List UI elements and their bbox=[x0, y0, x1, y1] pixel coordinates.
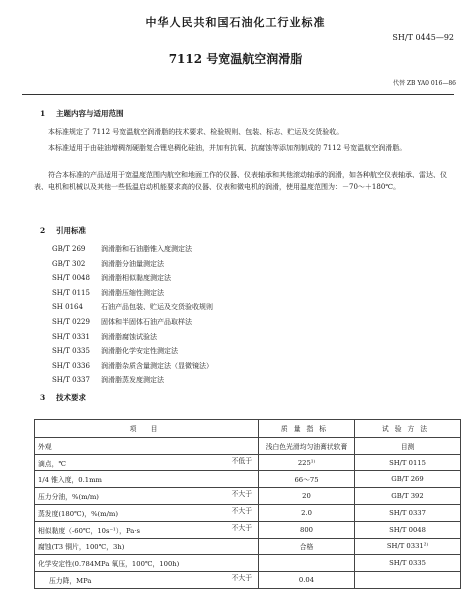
table-row bbox=[35, 454, 461, 471]
item-cell bbox=[35, 504, 259, 521]
table-row bbox=[35, 521, 461, 538]
item-label: 压力分油，%(m/m) bbox=[38, 493, 99, 502]
reference-name: 润滑脂分油量测定法 bbox=[101, 259, 164, 268]
section-1-paragraph-2: 本标准适用于由硅油增稠剂硬脂复合锂皂稠化硅油，并加有抗氧、抗腐蚀等添加剂制成的 7112 号宽温航空润滑脂。 bbox=[48, 144, 407, 152]
item-label: 化学安定性(0.784MPa 氧压，100℃，100h) bbox=[38, 560, 180, 569]
value-cell: 浅白色光滑均匀油膏状软膏 bbox=[259, 437, 355, 454]
reference-item bbox=[52, 271, 213, 286]
reference-item bbox=[52, 300, 213, 315]
method-cell: SH/T 0115 bbox=[355, 454, 461, 471]
item-cell bbox=[35, 437, 259, 454]
reference-item bbox=[52, 286, 213, 301]
section-1-title: 主题内容与适用范围 bbox=[56, 109, 124, 118]
reference-code: SH/T 0335 bbox=[52, 347, 90, 356]
column-header-value: 质量指标 bbox=[259, 420, 355, 438]
method-cell: GB/T 269 bbox=[355, 471, 461, 488]
limit-label: 不大于 bbox=[231, 506, 252, 515]
method-cell bbox=[355, 572, 461, 589]
item-label: 滴点，℃ bbox=[38, 459, 66, 468]
reference-name: 润滑脂压缩性测定法 bbox=[101, 288, 164, 297]
limit-label: 不大于 bbox=[231, 574, 252, 583]
reference-item bbox=[52, 315, 213, 330]
reference-code: SH/T 0337 bbox=[52, 376, 90, 385]
reference-code: SH/T 0229 bbox=[52, 317, 90, 326]
reference-item bbox=[52, 330, 213, 345]
item-label: 压力降，MPa bbox=[49, 577, 92, 586]
method-cell: GB/T 392 bbox=[355, 488, 461, 505]
method-cell: 目测 bbox=[355, 437, 461, 454]
table-header-row bbox=[35, 420, 461, 438]
item-label: 相似黏度（-60℃，10s⁻¹），Pa·s bbox=[38, 526, 140, 535]
item-label: 外观 bbox=[38, 442, 52, 451]
reference-item bbox=[52, 373, 213, 388]
item-cell bbox=[35, 454, 259, 471]
item-cell bbox=[35, 521, 259, 538]
method-cell: SH/T 0048 bbox=[355, 521, 461, 538]
reference-item bbox=[52, 242, 213, 257]
value-cell: 66～75 bbox=[259, 471, 355, 488]
reference-code: SH/T 0336 bbox=[52, 361, 90, 370]
table-row bbox=[35, 538, 461, 555]
technical-requirements-table bbox=[34, 419, 461, 589]
reference-item bbox=[52, 359, 213, 374]
value-cell: 合格 bbox=[259, 538, 355, 555]
reference-name: 润滑脂化学安定性测定法 bbox=[101, 347, 178, 356]
reference-name: 润滑脂和石油脂锥入度测定法 bbox=[101, 245, 192, 253]
value-cell: 800 bbox=[259, 521, 355, 538]
standard-code: SH/T 0445—92 bbox=[392, 33, 454, 42]
value-cell: 20 bbox=[259, 488, 355, 505]
reference-code: SH/T 0115 bbox=[52, 288, 90, 297]
column-header-method: 试验方法 bbox=[355, 420, 461, 438]
table-row bbox=[35, 504, 461, 521]
reference-item bbox=[52, 344, 213, 359]
item-label: 1/4 锥入度，0.1mm bbox=[38, 476, 102, 485]
table-row bbox=[35, 488, 461, 505]
table-row bbox=[35, 572, 461, 589]
reference-code: GB/T 302 bbox=[52, 259, 86, 268]
section-3-title: 技术要求 bbox=[56, 393, 86, 402]
section-3-number: 3 bbox=[40, 393, 46, 402]
reference-name: 固体和半固体石油产品取样法 bbox=[101, 317, 192, 326]
reference-code: GB/T 269 bbox=[52, 245, 86, 253]
table-row bbox=[35, 555, 461, 572]
item-cell bbox=[35, 538, 259, 555]
table-row bbox=[35, 437, 461, 454]
limit-label: 不大于 bbox=[231, 490, 252, 499]
reference-name: 润滑脂相似黏度测定法 bbox=[101, 274, 171, 283]
value-cell: 225¹⁾ bbox=[259, 454, 355, 471]
method-cell: SH/T 0337 bbox=[355, 504, 461, 521]
item-cell bbox=[35, 555, 259, 572]
reference-item bbox=[52, 257, 213, 272]
section-3-heading bbox=[40, 392, 86, 403]
reference-name: 润滑脂腐蚀试验法 bbox=[101, 332, 157, 341]
method-cell: SH/T 0331²⁾ bbox=[355, 538, 461, 555]
item-cell bbox=[35, 471, 259, 488]
value-cell bbox=[259, 555, 355, 572]
reference-code: SH 0164 bbox=[52, 303, 83, 312]
standard-type-heading: 中华人民共和国石油化工行业标准 bbox=[145, 16, 326, 29]
item-label: 腐蚀(T3 铜片，100℃，3h) bbox=[38, 543, 125, 552]
section-2-heading bbox=[40, 225, 86, 236]
item-label: 蒸发度(180℃)，%(m/m) bbox=[38, 509, 119, 518]
document-title: 7112 号宽温航空润滑脂 bbox=[168, 52, 303, 66]
replaces-note: 代替 ZB YA0 016—86 bbox=[392, 80, 456, 87]
method-cell: SH/T 0335 bbox=[355, 555, 461, 572]
section-1-paragraph-3: 符合本标准的产品适用于宽温度范围内航空和地面工作的仪器、仪表轴承和其他滚动轴承的润滑，如各种航空仪表轴承、雷达、仪表、电机和机械以及其他一些低温启动机能要求高的仪器、仪表和微电机的润滑，使用温度范围为：－70～＋180℃。 bbox=[34, 171, 447, 191]
section-1-number: 1 bbox=[40, 109, 46, 118]
limit-label: 不低于 bbox=[231, 456, 252, 465]
value-cell: 2.0 bbox=[259, 504, 355, 521]
item-cell bbox=[35, 488, 259, 505]
reference-name: 石油产品包装、贮运及交货验收规则 bbox=[101, 303, 213, 312]
reference-name: 润滑脂杂质含量测定法（显微镜法） bbox=[101, 361, 213, 370]
header-divider bbox=[22, 94, 454, 95]
column-header-item: 项 目 bbox=[35, 420, 259, 438]
reference-code: SH/T 0331 bbox=[52, 332, 90, 341]
limit-label: 不大于 bbox=[231, 523, 252, 532]
reference-name: 润滑脂蒸发度测定法 bbox=[101, 376, 164, 385]
section-1-heading bbox=[40, 108, 124, 119]
item-cell bbox=[35, 572, 259, 589]
table-row bbox=[35, 471, 461, 488]
reference-code: SH/T 0048 bbox=[52, 274, 90, 283]
section-1-paragraph-1: 本标准规定了 7112 号宽温航空润滑脂的技术要求、检验规则、包装、标志、贮运及交货验收。 bbox=[48, 128, 344, 136]
section-2-number: 2 bbox=[40, 226, 46, 235]
section-2-title: 引用标准 bbox=[56, 226, 86, 235]
value-cell: 0.04 bbox=[259, 572, 355, 589]
referenced-standards-list bbox=[52, 242, 213, 388]
